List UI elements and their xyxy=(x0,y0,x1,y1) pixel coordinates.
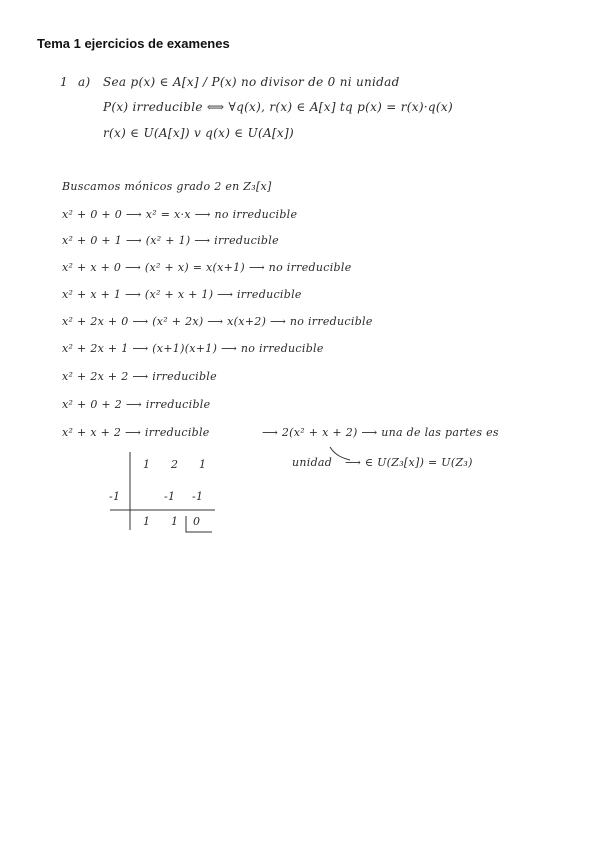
ruffini-result: 1 xyxy=(143,515,151,528)
ruffini-top-coef: 1 xyxy=(199,458,207,471)
polynomial-row: x² + 2x + 2 ⟶ irreducible xyxy=(62,370,217,383)
ruffini-divisor: -1 xyxy=(109,490,121,503)
page-title: Tema 1 ejercicios de examenes xyxy=(37,36,230,51)
polynomial-row: x² + x + 1 ⟶ (x² + x + 1) ⟶ irreducible xyxy=(62,288,302,301)
polynomial-row: x² + x + 2 ⟶ irreducible xyxy=(62,426,210,439)
intro-line-2: P(x) irreducible ⟺ ∀q(x), r(x) ∈ A[x] tq p(x) = r(x)·q(x) xyxy=(103,100,453,114)
ruffini-mid-value: -1 xyxy=(192,490,204,503)
intro-line-3: r(x) ∈ U(A[x]) v q(x) ∈ U(A[x]) xyxy=(103,126,294,140)
annotation-units-group: ⟶ ∈ U(Z₃[x]) = U(Z₃) xyxy=(345,456,473,469)
annotation-unit: unidad xyxy=(292,456,333,469)
polynomial-row: x² + 0 + 2 ⟶ irreducible xyxy=(62,398,211,411)
exercise-part: a) xyxy=(78,75,91,89)
ruffini-remainder: 0 xyxy=(193,515,201,528)
polynomial-row: x² + 2x + 1 ⟶ (x+1)(x+1) ⟶ no irreducible xyxy=(62,342,324,355)
ruffini-top-coef: 2 xyxy=(171,458,179,471)
intro-line-1: Sea p(x) ∈ A[x] / P(x) no divisor de 0 ni unidad xyxy=(103,75,400,89)
polynomial-row: x² + 0 + 1 ⟶ (x² + 1) ⟶ irreducible xyxy=(62,234,279,247)
ruffini-mid-value: -1 xyxy=(164,490,176,503)
annotation-arrow xyxy=(330,447,350,460)
exercise-number: 1 xyxy=(60,75,68,89)
polynomial-row: x² + 2x + 0 ⟶ (x² + 2x) ⟶ x(x+2) ⟶ no irreducible xyxy=(62,315,373,328)
polynomial-row: x² + 0 + 0 ⟶ x² = x·x ⟶ no irreducible xyxy=(62,208,298,221)
ruffini-top-coef: 1 xyxy=(143,458,151,471)
section-heading: Buscamos mónicos grado 2 en Z₃[x] xyxy=(62,180,272,193)
ruffini-result: 1 xyxy=(171,515,179,528)
annotation-note: ⟶ 2(x² + x + 2) ⟶ una de las partes es xyxy=(262,426,499,439)
polynomial-row: x² + x + 0 ⟶ (x² + x) = x(x+1) ⟶ no irreducible xyxy=(62,261,352,274)
